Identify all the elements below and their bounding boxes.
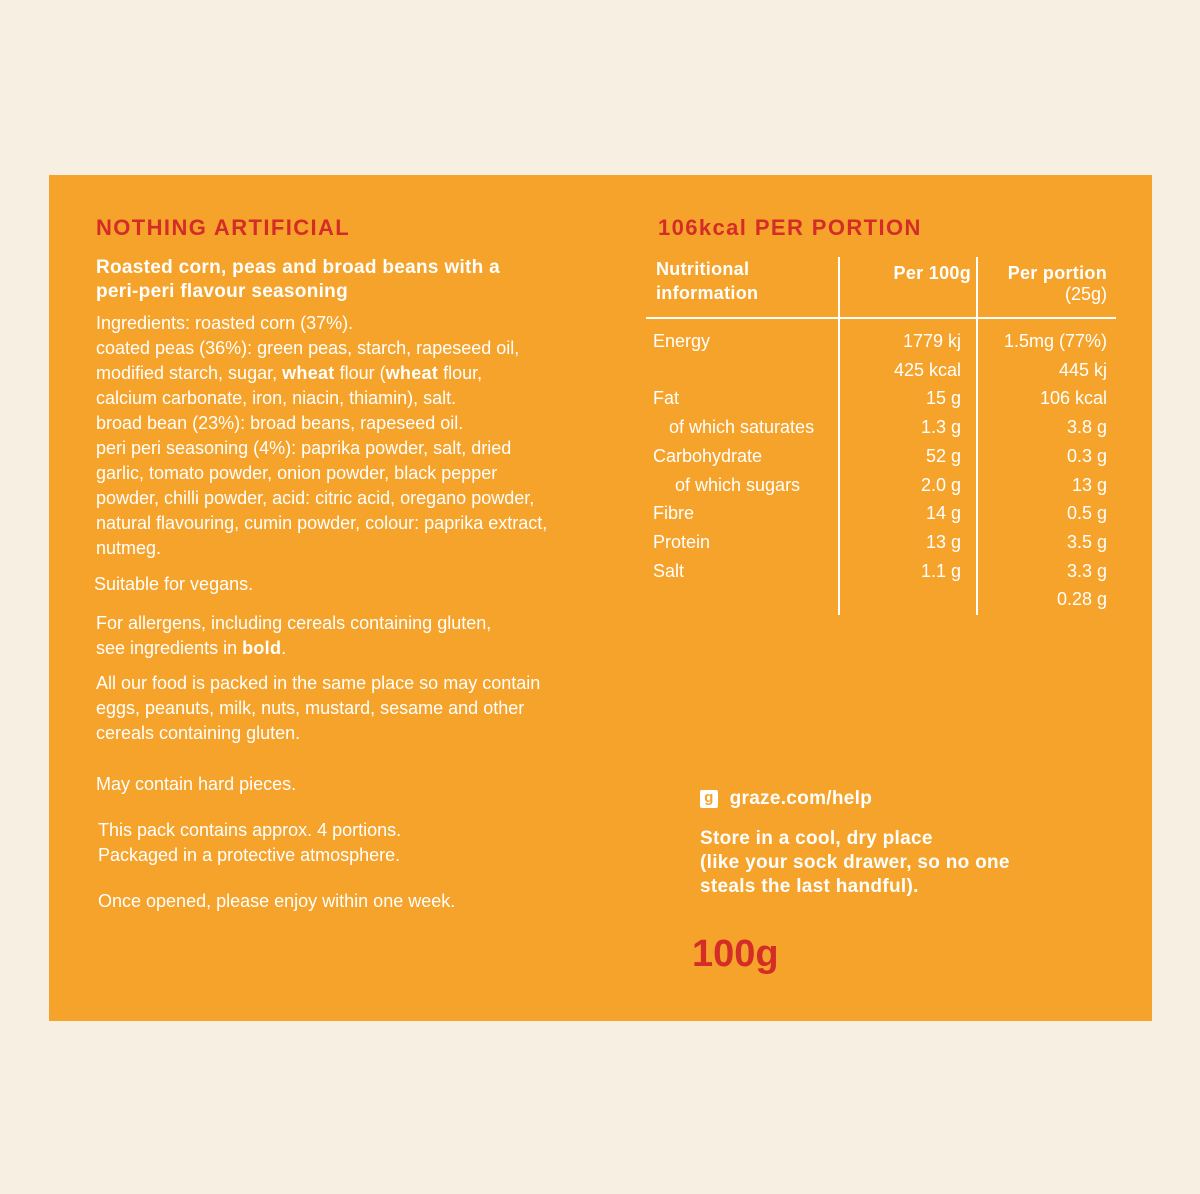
storage-note [700, 827, 1010, 899]
header-portion-size: (25g) [1064, 284, 1107, 304]
row-label-blank [653, 356, 814, 385]
nutrition-table [646, 253, 1116, 615]
allergen-bold: wheat [385, 363, 439, 383]
header-per-portion: Per portion [1007, 263, 1107, 283]
net-weight: 100g [692, 933, 779, 975]
packing-line: All our food is packed in the same place so may contain [96, 673, 541, 693]
ingredients-line: nutmeg. [96, 538, 162, 558]
header-nutritional-info [656, 257, 758, 305]
allergen-note [96, 611, 491, 661]
ingredients-line: powder, chilli powder, acid: citric acid, oregano powder, [96, 488, 535, 508]
per-100g-value: 1.1 g [920, 560, 961, 581]
per-portion-value: 0.3 g [1066, 445, 1107, 466]
product-description-line-1: Roasted corn, peas and broad beans with a [96, 257, 500, 278]
table-divider [838, 257, 840, 615]
per-portion-value: 0.28 g [1056, 589, 1107, 610]
ingredients-line: Ingredients: roasted corn (37%). [96, 313, 354, 333]
row-label-energy: Energy [653, 331, 711, 351]
per-portion-value: 1.5mg (77%) [1003, 331, 1107, 351]
allergen-bold: wheat [282, 363, 335, 383]
allergen-line: For allergens, including cereals containing gluten, [96, 613, 492, 633]
allergen-bold: bold [242, 638, 282, 658]
per-portion-value: 445 kj [1058, 359, 1107, 380]
ingredients-line: broad bean (23%): broad beans, rapeseed oil. [96, 413, 464, 433]
row-label-carbohydrate: Carbohydrate [653, 445, 763, 466]
help-link[interactable] [700, 787, 872, 811]
product-description [96, 256, 500, 304]
portions-line: Packaged in a protective atmosphere. [98, 845, 401, 865]
allergen-line [96, 636, 491, 661]
once-opened-note: Once opened, please enjoy within one week. [98, 891, 456, 911]
per-100g-value: 13 g [925, 531, 961, 552]
per-portion-value: 3.8 g [1066, 417, 1107, 438]
per-100g-value: 1.3 g [920, 417, 961, 438]
ingredients-text: flour, [438, 363, 483, 383]
storage-line: Store in a cool, dry place [700, 828, 933, 849]
per-100g-value: 52 g [925, 445, 961, 466]
storage-line: (like your sock drawer, so no one [700, 852, 1010, 873]
portions-note [98, 818, 401, 868]
per-portion-value: 3.3 g [1066, 560, 1107, 581]
table-divider [976, 257, 978, 615]
per-portion-value: 3.5 g [1066, 531, 1107, 552]
row-label-protein: Protein [653, 531, 711, 552]
graze-logo-icon: g [700, 790, 718, 808]
vegan-note: Suitable for vegans. [94, 574, 254, 594]
header-text: information [656, 283, 759, 303]
right-heading: 106kcal PER PORTION [658, 215, 922, 240]
packing-note [96, 671, 540, 746]
ingredients-line: peri peri seasoning (4%): paprika powder, salt, dried [96, 438, 512, 458]
product-label-panel [49, 175, 1152, 1021]
ingredients-text: flour ( [334, 363, 386, 383]
per-100g-value: 14 g [925, 503, 961, 524]
packing-line: cereals containing gluten. [96, 723, 301, 743]
per-100g-value: 425 kcal [893, 359, 961, 380]
help-url[interactable]: graze.com/help [729, 788, 873, 809]
ingredients-line: calcium carbonate, iron, niacin, thiamin), salt. [96, 388, 457, 408]
header-text: Nutritional [656, 259, 750, 279]
row-label-salt: Salt [653, 560, 685, 581]
portions-line: This pack contains approx. 4 portions. [98, 820, 402, 840]
row-labels [653, 327, 814, 585]
header-per-100g: Per 100g [893, 263, 971, 283]
ingredients-line [96, 361, 547, 386]
per-100g-value: 2.0 g [920, 474, 961, 495]
per-portion-column [980, 327, 1107, 614]
row-label-saturates: of which saturates [669, 417, 815, 438]
row-label-fat: Fat [653, 388, 680, 409]
allergen-text: . [281, 638, 287, 658]
ingredients-line: garlic, tomato powder, onion powder, black pepper [96, 463, 498, 483]
product-description-line-2: peri-peri flavour seasoning [96, 281, 348, 302]
per-portion-value: 0.5 g [1066, 503, 1107, 524]
packing-line: eggs, peanuts, milk, nuts, mustard, sesame and other [96, 698, 525, 718]
row-label-sugars: of which sugars [675, 474, 801, 495]
ingredients-text: modified starch, sugar, [96, 363, 283, 383]
allergen-text: see ingredients in [96, 638, 243, 658]
table-header-rule [646, 317, 1116, 319]
hard-pieces-note: May contain hard pieces. [96, 774, 297, 794]
per-100g-column [842, 327, 961, 585]
per-100g-value: 1779 kj [902, 331, 961, 351]
ingredients-line: coated peas (36%): green peas, starch, rapeseed oil, [96, 338, 520, 358]
per-portion-value: 13 g [1071, 474, 1107, 495]
storage-line: steals the last handful). [700, 876, 919, 897]
ingredients-block [96, 311, 547, 561]
per-100g-value: 15 g [925, 388, 961, 409]
per-portion-value: 106 kcal [1039, 388, 1107, 409]
row-label-fibre: Fibre [653, 503, 695, 524]
ingredients-line: natural flavouring, cumin powder, colour: paprika extract, [96, 513, 548, 533]
left-heading: NOTHING ARTIFICIAL [96, 215, 351, 240]
